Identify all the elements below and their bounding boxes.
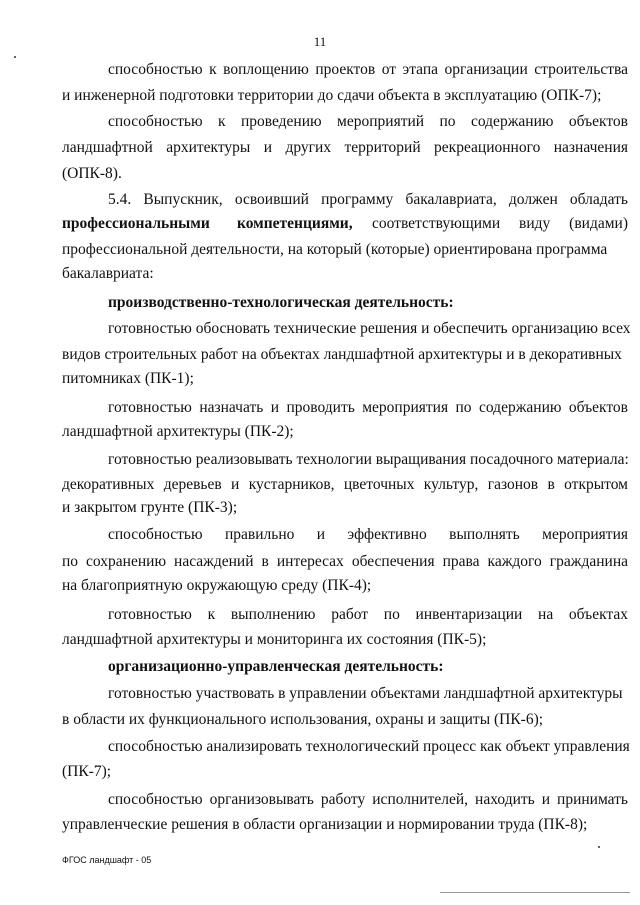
text-line: в области их функционального использования, охраны и защиты (ПК-6); — [62, 711, 544, 728]
text-line: декоративных деревьев и кустарников, цветочных культур, газонов в открытом — [62, 476, 628, 493]
text-line: (ПК-7); — [62, 763, 112, 780]
text-line: готовностью назначать и проводить мероприятия по содержанию объектов — [108, 399, 628, 416]
scan-speck — [598, 846, 600, 848]
scan-speck — [14, 56, 16, 58]
section-heading: организационно-управленческая деятельность: — [108, 658, 444, 675]
text-line: готовностью реализовывать технологии выращивания посадочного материала: — [108, 451, 629, 468]
scan-edge-line — [440, 892, 630, 893]
text-line: готовностью участвовать в управлении объектами ландшафтной архитектуры — [108, 685, 623, 702]
text-line: и инженерной подготовки территории до сдачи объекта в эксплуатацию (ОПК-7); — [62, 87, 602, 104]
text-line: ландшафтной архитектуры и мониторинга их состояния (ПК-5); — [62, 631, 487, 648]
bold-term: профессиональными — [62, 215, 210, 232]
section-heading: производственно-технологическая деятельность: — [108, 294, 454, 311]
bold-term: компетенциями, — [237, 215, 353, 232]
text-line: способностью организовывать работу исполнителей, находить и принимать — [108, 791, 628, 808]
text-line: на благоприятную окружающую среду (ПК-4); — [62, 577, 372, 594]
text-line: видов строительных работ на объектах ландшафтной архитектуры и в декоративных — [62, 346, 622, 363]
text-line: соответствующими виду (видами) — [372, 215, 628, 232]
text-line: управленческие решения в области организации и нормировании труда (ПК-8); — [62, 816, 588, 833]
text-line: профессиональной деятельности, на который (которые) ориентирована программа — [62, 241, 608, 258]
text-line: готовностью обосновать технические решения и обеспечить организацию всех — [108, 320, 631, 337]
text-line: по сохранению насаждений в интересах обеспечения права каждого гражданина — [62, 553, 628, 570]
footer-label: ФГОС ландшафт - 05 — [62, 855, 152, 865]
text-line: бакалавриата: — [62, 265, 154, 282]
text-line: готовностью к выполнению работ по инвентаризации на объектах — [108, 606, 628, 623]
text-line: способностью к воплощению проектов от этапа организации строительства — [108, 61, 628, 78]
text-line: (ОПК-8). — [62, 165, 122, 182]
text-line: питомниках (ПК-1); — [62, 370, 194, 387]
text-line: и закрытом грунте (ПК-3); — [62, 499, 238, 516]
page-number: 11 — [313, 34, 327, 49]
text-line: способностью анализировать технологический процесс как объект управления — [108, 738, 630, 755]
text-line: способностью правильно и эффективно выполнять мероприятия — [108, 526, 628, 543]
text-line: ландшафтной архитектуры (ПК-2); — [62, 423, 294, 440]
text-line: ландшафтной архитектуры и других территорий рекреационного назначения — [62, 139, 628, 156]
text-line: 5.4. Выпускник, освоивший программу бакалавриата, должен обладать — [108, 191, 628, 208]
text-line: способностью к проведению мероприятий по содержанию объектов — [108, 113, 628, 130]
